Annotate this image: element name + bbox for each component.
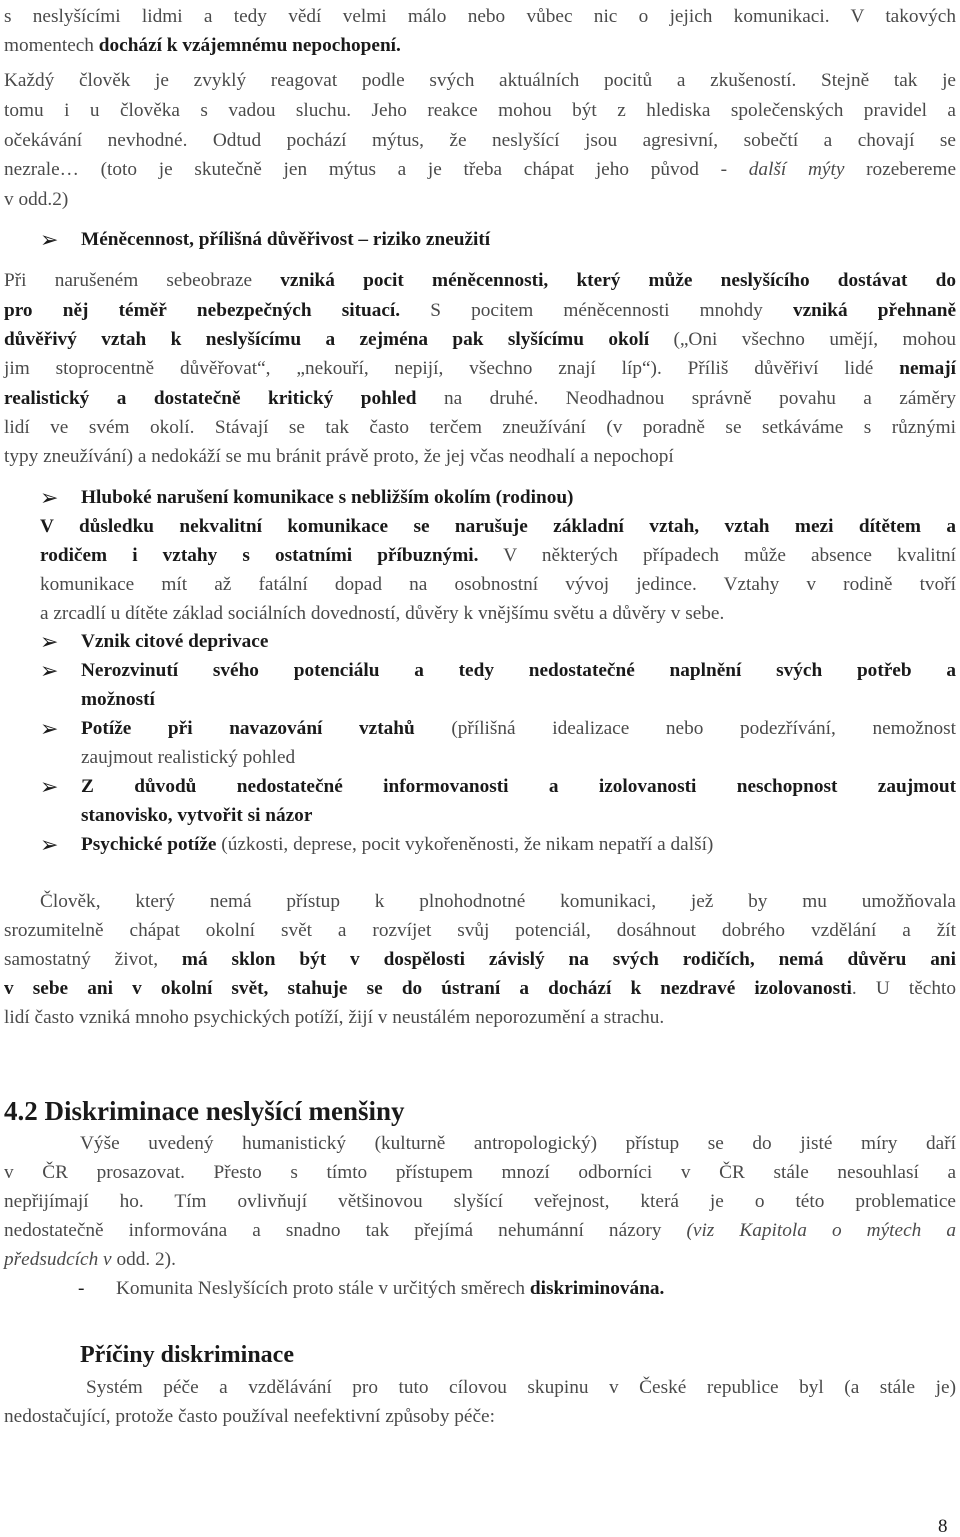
emphasis-run: pro něj téměř nebezpečných situací. [4, 300, 401, 321]
text-line [4, 155, 956, 185]
text-line [4, 296, 956, 326]
text-run: odd. 2). [111, 1249, 176, 1270]
text-line [4, 1245, 956, 1275]
emphasis-run: dochází k vzájemnému nepochopení. [98, 35, 401, 56]
text-line [116, 1274, 956, 1304]
emphasis-run: Potíže při navazování vztahů [81, 718, 415, 739]
text-line [4, 945, 956, 975]
emphasis-run: má sklon být v dospělosti závislý na svých rodičích, nemá důvěru ani [181, 949, 956, 970]
text-run: nedostatečně informována a snadno tak přejímá nehumánní názory [4, 1220, 687, 1241]
text-line: nepřijímají ho. Tím ovlivňují většinovou slyšící veřejnost, která je o této problematice [4, 1191, 956, 1212]
text-line: Každý člověk je zvyklý reagovat podle svých aktuálních pocitů a zkušeností. Stejně tak je [4, 70, 956, 91]
text-run: Při narušeném sebeobraze [4, 270, 281, 291]
subheading: Příčiny diskriminace [80, 1342, 294, 1368]
text-line [4, 974, 956, 1004]
text-line [4, 1216, 956, 1246]
text-run: Komunita Neslyšících proto stále v určitých směrech [116, 1278, 530, 1299]
text-run: V některých případech může absence kvalitní [478, 545, 956, 566]
italic-run: předsudcích v [4, 1249, 112, 1270]
bullet-item-continuation: možností [81, 689, 155, 710]
text-line [4, 31, 956, 61]
text-line: srozumitelně chápat okolní svět a rozvíjet svůj potenciál, dosáhnout dobrého vzdělání a žít [4, 920, 956, 941]
text-line: Výše uvedený humanistický (kulturně antropologický) přístup se do jisté míry daří [80, 1133, 956, 1154]
emphasis-run: vzniká přehnaně [792, 300, 957, 321]
arrow-bullet-icon: ➢ [40, 629, 59, 654]
arrow-bullet-icon: ➢ [40, 774, 59, 799]
text-run: („Oni všechno umějí, mohou [649, 329, 957, 350]
text-line: V důsledku nekvalitní komunikace se narušuje základní vztah, vztah mezi dítětem a [40, 516, 956, 537]
bullet-item: Vznik citové deprivace [81, 631, 269, 652]
emphasis-run: rodičem i vztahy s ostatními příbuznými. [40, 545, 479, 566]
text-line: a zrcadlí u dítěte základ sociálních dovedností, důvěry k vnějšímu světu a důvěry v sebe. [40, 603, 725, 624]
text-line [4, 325, 956, 355]
text-run: (přílišná idealizace nebo podezřívání, nemožnost [414, 718, 957, 739]
text-line [40, 541, 956, 571]
text-line: komunikace mít až fatální dopad na osobnostní vývoj jedince. Vztahy v rodině tvoří [40, 574, 956, 595]
text-line: v odd.2) [4, 189, 69, 210]
bullet-heading: Hluboké narušení komunikace s nebližším okolím (rodinou) [81, 487, 574, 508]
emphasis-run: realistický a dostatečně kritický pohled [4, 388, 417, 409]
emphasis-run: důvěřivý vztah k neslyšícímu a zejména pak slyšícímu okolí [4, 329, 650, 350]
text-run: S pocitem méněcennosti mnohdy [400, 300, 793, 321]
text-line [4, 384, 956, 414]
arrow-bullet-icon: ➢ [40, 716, 59, 741]
bullet-item [81, 714, 956, 744]
text-line: očekávání nevhodné. Odtud pochází mýtus, že neslyšící jsou agresivní, sobečtí a chovají se [4, 130, 956, 151]
bullet-item [81, 830, 956, 860]
emphasis-run: nemají [899, 358, 956, 379]
dash-bullet: - [78, 1278, 85, 1299]
text-line: tomu i u člověka s vadou sluchu. Jeho reakce mohou být z hlediska společenských pravidel a [4, 100, 956, 121]
text-line: lidí často vzniká mnoho psychických potíží, žijí v neustálém neporozumění a strachu. [4, 1007, 665, 1028]
text-line: nedostačující, protože často používal neefektivní způsoby péče: [4, 1406, 495, 1427]
text-run: (úzkosti, deprese, pocit vykořeněnosti, že nikam nepatří a další) [216, 834, 714, 855]
text-run: jim stoprocentně důvěřovat“, „nekouří, nepijí, všechno znají líp“). Příliš důvěřiví lidé [4, 358, 900, 379]
text-line: v ČR prosazovat. Přesto s tímto přístupem mnozí odborníci v ČR stále nesouhlasí a [4, 1162, 956, 1183]
bullet-item-continuation: zaujmout realistický pohled [81, 747, 296, 768]
text-line: typy zneužívání) a nedokáží se mu bránit právě proto, že jej včas neodhalí a nepochopí [4, 446, 674, 467]
emphasis-run: v sebe ani v okolní svět, stahuje se do ústraní a dochází k nezdravé izolovanosti [4, 978, 852, 999]
arrow-bullet-icon: ➢ [40, 485, 59, 510]
text-run: momentech [4, 35, 99, 56]
text-run: samostatný život, [4, 949, 182, 970]
text-line: Člověk, který nemá přístup k plnohodnotné komunikaci, jež by mu umožňovala [40, 891, 956, 912]
text-line: lidí ve svém okolí. Stávají se tak často terčem zneužívání (v poradně se setkáváme s různými [4, 417, 956, 438]
text-run: . U těchto [851, 978, 957, 999]
arrow-bullet-icon: ➢ [40, 658, 59, 683]
arrow-bullet-icon: ➢ [40, 832, 59, 857]
italic-run: (viz Kapitola o mýtech a [686, 1220, 956, 1241]
bullet-item: Z důvodů nedostatečné informovanosti a izolovanosti neschopnost zaujmout [81, 776, 956, 797]
italic-run: další mýty [748, 159, 845, 180]
bullet-heading: Méněcennost, přílišná důvěřivost – riziko zneužití [81, 229, 491, 250]
page-number: 8 [938, 1516, 948, 1537]
text-line: Systém péče a vzdělávání pro tuto cílovou skupinu v České republice byl (a stále je) [86, 1377, 956, 1398]
emphasis-run: Psychické potíže [81, 834, 217, 855]
emphasis-run: diskriminována. [529, 1278, 665, 1299]
emphasis-run: vzniká pocit méněcennosti, který může neslyšícího dostávat do [280, 270, 956, 291]
arrow-bullet-icon: ➢ [40, 227, 59, 252]
text-line [4, 354, 956, 384]
text-run: rozebereme [844, 159, 957, 180]
text-run: nezrale… (toto je skutečně jen mýtus a je třeba chápat jeho původ - [4, 159, 749, 180]
bullet-item: Nerozvinutí svého potenciálu a tedy nedostatečné naplnění svých potřeb a [81, 660, 956, 681]
text-run: na druhé. Neodhadnou správně povahu a záměry [416, 388, 957, 409]
text-line [4, 266, 956, 296]
section-heading: 4.2 Diskriminace neslyšící menšiny [4, 1096, 405, 1126]
text-line: s neslyšícími lidmi a tedy vědí velmi málo nebo vůbec nic o jejich komunikaci. V takových [4, 6, 956, 27]
bullet-item-continuation: stanovisko, vytvořit si názor [81, 805, 313, 826]
